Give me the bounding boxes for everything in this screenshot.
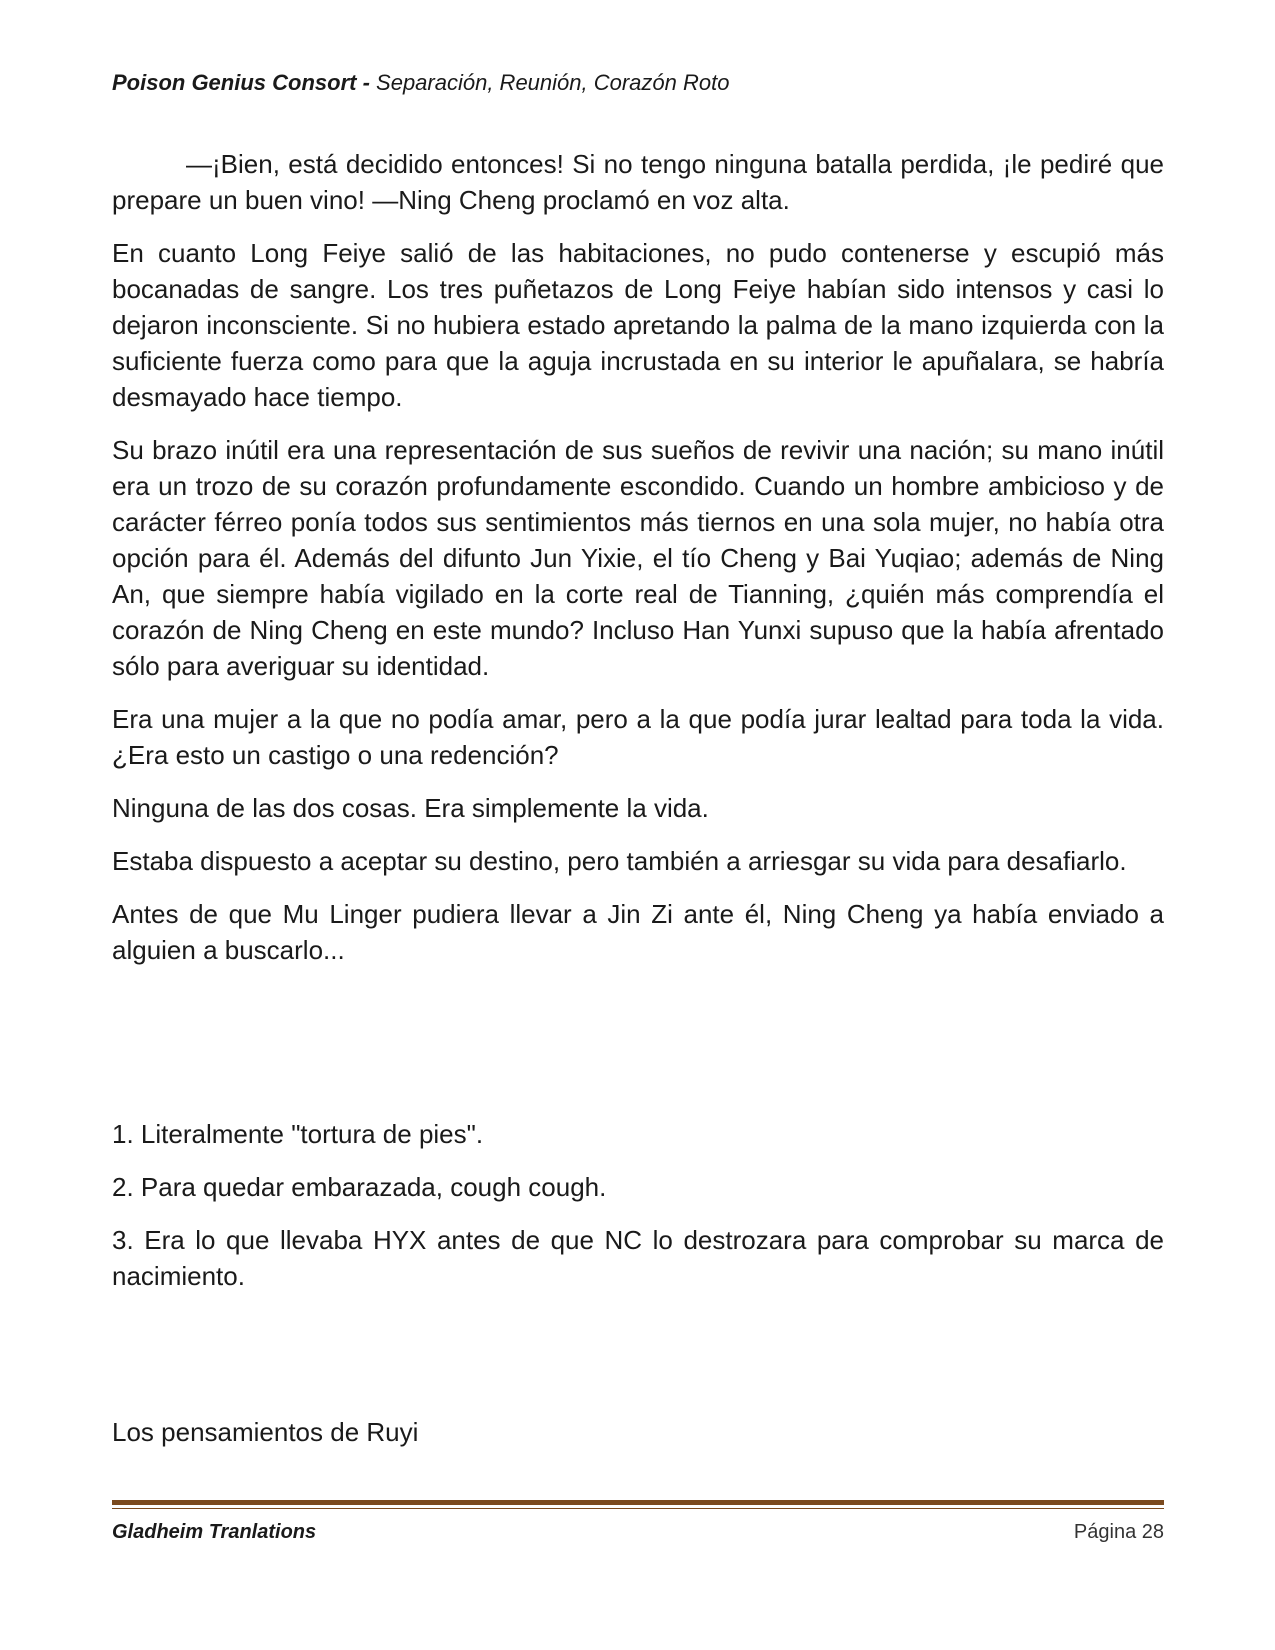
page-number: Página 28 [1073, 1521, 1164, 1543]
paragraph: Ninguna de las dos cosas. Era simplemente la vida. [112, 793, 709, 823]
header-separator: - [356, 70, 377, 95]
chapter-title: Separación, Reunión, Corazón Roto [376, 70, 730, 95]
translator-notes [112, 1116, 1164, 1311]
paragraph: Estaba dispuesto a aceptar su destino, pero también a arriesgar su vida para desafiarlo. [112, 846, 1127, 876]
note-item: 3. Era lo que llevaba HYX antes de que NC lo destrozara para comprobar su marca de nacimiento. [112, 1225, 1164, 1291]
paragraph: Su brazo inútil era una representación de sus sueños de revivir una nación; su mano inútil era un trozo de su corazón profundamente escondido. Cuando un hombre ambicioso y de carácter férreo ponía todos sus sentimientos más tiernos en una sola mujer, no había otra opción para él. Además del difunto Jun Yixie, el tío Cheng y Bai Yuqiao; además de Ning An, que siempre había vigilado en la corte real de Tianning, ¿quién más comprendía el corazón de Ning Cheng en este mundo? Incluso Han Yunxi supuso que la había afrentado sólo para averiguar su identidad. [112, 435, 1164, 681]
paragraph: —¡Bien, está decidido entonces! Si no tengo ninguna batalla perdida, ¡le pediré que prepare un buen vino! —Ning Cheng proclamó en voz alta. [112, 149, 1164, 215]
note-item: 2. Para quedar embarazada, cough cough. [112, 1172, 607, 1202]
closing-section-title: Los pensamientos de Ruyi [112, 1417, 419, 1447]
book-title: Poison Genius Consort [112, 70, 357, 95]
note-item: 1. Literalmente "tortura de pies". [112, 1119, 484, 1149]
paragraph: Era una mujer a la que no podía amar, pero a la que podía jurar lealtad para toda la vida. ¿Era esto un castigo o una redención? [112, 704, 1164, 770]
paragraph: Antes de que Mu Linger pudiera llevar a Jin Zi ante él, Ning Cheng ya había enviado a alguien a buscarlo... [112, 899, 1164, 965]
footer-rule-thin [112, 1508, 1164, 1509]
page-header [112, 70, 729, 96]
paragraph: En cuanto Long Feiye salió de las habitaciones, no pudo contenerse y escupió más bocanadas de sangre. Los tres puñetazos de Long Feiye habían sido intensos y casi lo dejaron inconsciente. Si no hubiera estado apretando la palma de la mano izquierda con la suficiente fuerza como para que la aguja incrustada en su interior le apuñalara, se habría desmayado hace tiempo. [112, 238, 1164, 412]
footer-rule-thick [112, 1500, 1164, 1505]
body-text [112, 146, 1164, 985]
publisher-name: Gladheim Tranlations [112, 1521, 317, 1543]
